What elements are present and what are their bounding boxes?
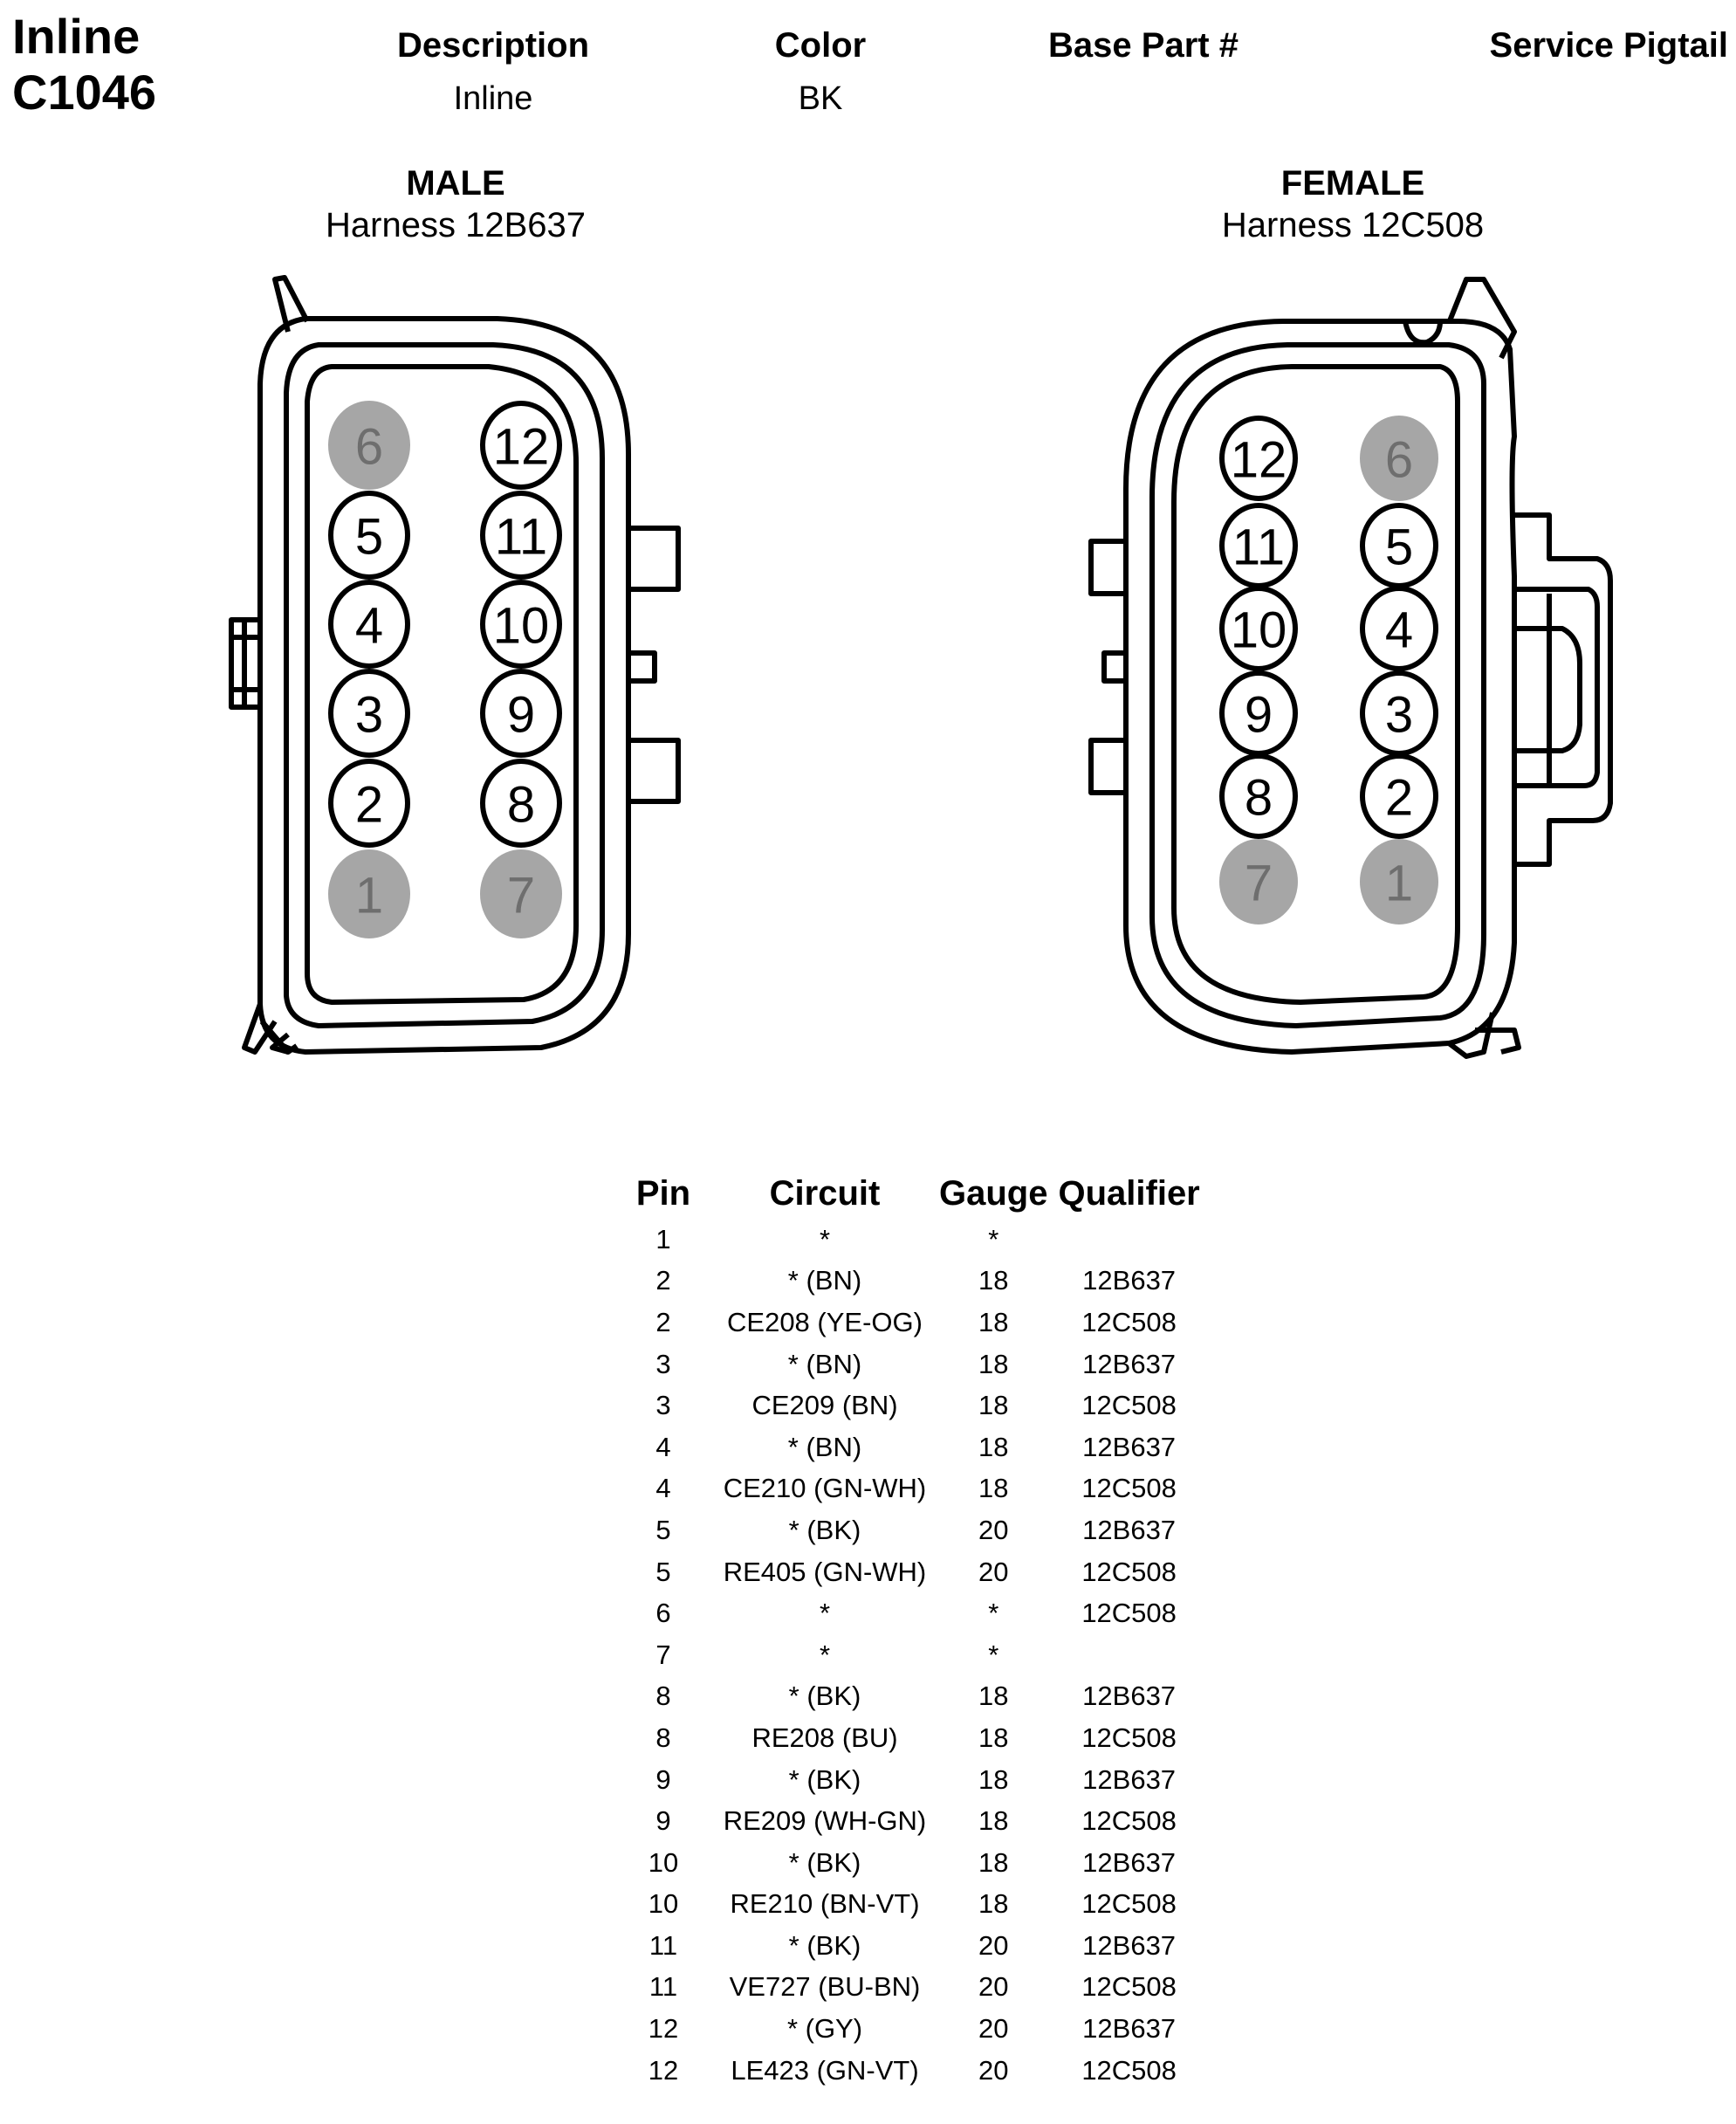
qualifier-cell: 12B637 (1082, 1929, 1177, 1961)
gauge-column-header: Gauge (939, 1174, 1048, 1213)
male-pin-10 (483, 582, 559, 666)
table-row (611, 1344, 1205, 1385)
male-pin-label: 1 (354, 867, 384, 925)
female-pin-label: 4 (1384, 601, 1414, 659)
circuit-cell: * (BK) (788, 1514, 861, 1545)
pin-cell: 9 (655, 1763, 671, 1795)
circuit-cell: CE209 (BN) (751, 1390, 898, 1421)
male-pin-label: 8 (506, 776, 536, 834)
female-pin-label: 12 (1230, 431, 1287, 489)
female-pin-5 (1362, 505, 1436, 586)
female-pin-11 (1222, 505, 1295, 586)
table-row (611, 1551, 1205, 1593)
female-pin-label: 7 (1244, 855, 1273, 912)
qualifier-cell (1053, 1634, 1204, 1676)
female-pin-6 (1362, 418, 1436, 498)
gauge-cell: 18 (978, 1846, 1009, 1878)
table-row (611, 1717, 1205, 1759)
pin-cell: 3 (655, 1390, 671, 1421)
pin-cell: 9 (655, 1805, 671, 1837)
female-connector-diagram (1074, 262, 1632, 1074)
circuit-cell: * (819, 1223, 831, 1254)
table-row (611, 1509, 1205, 1551)
male-pin-9 (483, 671, 559, 755)
pin-cell: 6 (655, 1598, 671, 1629)
circuit-cell: RE210 (BN-VT) (730, 1888, 920, 1920)
circuit-cell: * (819, 1639, 831, 1670)
table-row (611, 1884, 1205, 1926)
qualifier-cell: 12B637 (1082, 1514, 1177, 1545)
qualifier-cell: 12C508 (1081, 1306, 1177, 1337)
table-row (611, 1925, 1205, 1967)
gauge-cell: 20 (978, 2054, 1009, 2086)
female-pin-label: 11 (1232, 519, 1286, 576)
male-pin-2 (331, 761, 408, 845)
pin-cell: 10 (648, 1846, 679, 1878)
pin-cell: 3 (655, 1348, 671, 1379)
circuit-cell: * (BK) (788, 1681, 861, 1712)
circuit-cell: RE208 (BU) (751, 1722, 898, 1753)
gauge-cell: 18 (978, 1805, 1009, 1837)
circuit-cell: CE208 (YE-OG) (727, 1306, 923, 1337)
color-header: Color (774, 26, 867, 65)
table-row (611, 1385, 1205, 1426)
table-row (611, 1426, 1205, 1468)
description-value: Inline (453, 80, 533, 117)
table-row (611, 1468, 1205, 1510)
circuit-cell: * (BN) (787, 1431, 862, 1462)
color-value: BK (798, 80, 843, 117)
pin-cell: 5 (655, 1556, 671, 1587)
gauge-cell: * (988, 1639, 999, 1670)
female-pin-7 (1222, 842, 1295, 922)
circuit-column-header: Circuit (769, 1174, 881, 1213)
male-pin-label: 3 (354, 686, 384, 744)
male-pin-11 (483, 493, 559, 577)
circuit-cell: * (BN) (787, 1265, 862, 1296)
male-pin-3 (331, 671, 408, 755)
male-pin-label: 12 (492, 418, 550, 476)
gauge-cell: 18 (978, 1265, 1009, 1296)
gauge-cell: 20 (978, 1556, 1009, 1587)
table-row (611, 2050, 1205, 2092)
pin-cell: 2 (655, 1306, 671, 1337)
qualifier-cell: 12C508 (1081, 1888, 1177, 1920)
circuit-cell: * (BK) (788, 1846, 861, 1878)
qualifier-column-header: Qualifier (1058, 1174, 1200, 1213)
pin-table (611, 1174, 1205, 2091)
pin-table-header-row (611, 1174, 1205, 1219)
female-pin-3 (1362, 673, 1436, 753)
male-pin-12 (483, 403, 559, 487)
circuit-cell: VE727 (BU-BN) (729, 1971, 921, 2003)
female-harness: Harness 12C508 (1221, 206, 1485, 244)
female-pin-label: 9 (1244, 686, 1273, 744)
male-pin-label: 2 (354, 776, 384, 834)
gauge-cell: 18 (978, 1888, 1009, 1920)
circuit-cell: * (GY) (786, 2013, 863, 2045)
qualifier-cell: 12C508 (1081, 1722, 1177, 1753)
female-pin-9 (1222, 673, 1295, 753)
female-pin-label: 6 (1384, 431, 1414, 489)
table-row (611, 1302, 1205, 1344)
male-pin-label: 6 (354, 418, 384, 476)
pin-cell: 8 (655, 1681, 671, 1712)
pin-cell: 4 (655, 1473, 671, 1504)
qualifier-cell: 12B637 (1082, 1846, 1177, 1878)
table-row (611, 2008, 1205, 2050)
pin-cell: 11 (648, 1971, 678, 2003)
circuit-cell: * (BN) (787, 1348, 862, 1379)
pin-column-header: Pin (635, 1174, 691, 1213)
table-row (611, 1634, 1205, 1676)
female-pin-8 (1222, 756, 1295, 836)
circuit-cell: * (BK) (788, 1763, 861, 1795)
table-row (611, 1219, 1205, 1261)
male-pin-7 (483, 852, 559, 936)
gauge-cell: 18 (978, 1306, 1009, 1337)
qualifier-cell: 12B637 (1082, 1265, 1177, 1296)
circuit-cell: CE210 (GN-WH) (723, 1473, 927, 1504)
female-pin-10 (1222, 588, 1295, 669)
circuit-cell: RE405 (GN-WH) (723, 1556, 927, 1587)
qualifier-cell: 12C508 (1081, 1598, 1177, 1629)
gauge-cell: 18 (978, 1722, 1009, 1753)
male-connector-diagram (209, 262, 698, 1074)
gauge-cell: 18 (978, 1431, 1009, 1462)
female-pin-12 (1222, 418, 1295, 498)
gauge-cell: 20 (978, 1929, 1009, 1961)
pin-cell: 12 (648, 2013, 679, 2045)
male-pin-8 (483, 761, 559, 845)
circuit-cell: LE423 (GN-VT) (731, 2054, 919, 2086)
female-housing (1091, 279, 1610, 1056)
qualifier-cell: 12C508 (1081, 2054, 1177, 2086)
qualifier-cell: 12C508 (1081, 1805, 1177, 1837)
gauge-cell: * (988, 1598, 999, 1629)
female-pin-array (1222, 418, 1436, 922)
pin-cell: 1 (655, 1223, 671, 1254)
qualifier-cell: 12B637 (1082, 1348, 1177, 1379)
gauge-cell: 18 (978, 1348, 1009, 1379)
gauge-cell: 18 (978, 1473, 1009, 1504)
pin-cell: 8 (655, 1722, 671, 1753)
table-row (611, 1800, 1205, 1842)
gauge-cell: 18 (978, 1681, 1009, 1712)
gauge-cell: * (988, 1223, 999, 1254)
male-pin-label: 11 (494, 508, 548, 566)
circuit-cell: RE209 (WH-GN) (723, 1805, 927, 1837)
connector-type: Inline (12, 9, 141, 64)
female-pin-label: 5 (1384, 519, 1414, 576)
gauge-cell: 20 (978, 1514, 1009, 1545)
female-pin-label: 10 (1230, 601, 1287, 659)
female-pin-2 (1362, 756, 1436, 836)
male-title: MALE (406, 164, 505, 203)
female-title: FEMALE (1280, 164, 1425, 203)
pin-cell: 5 (655, 1514, 671, 1545)
male-pin-4 (331, 582, 408, 666)
table-row (611, 1759, 1205, 1801)
male-pin-array (331, 403, 559, 936)
service-pigtail-header: Service Pigtail (1489, 26, 1728, 65)
gauge-cell: 18 (978, 1763, 1009, 1795)
male-pin-1 (331, 852, 408, 936)
pin-cell: 4 (655, 1431, 671, 1462)
female-pin-label: 8 (1244, 769, 1273, 827)
female-pin-label: 1 (1384, 855, 1414, 912)
male-pin-6 (331, 403, 408, 487)
male-housing (231, 278, 678, 1052)
qualifier-cell: 12B637 (1082, 1763, 1177, 1795)
table-row (611, 1261, 1205, 1303)
qualifier-cell: 12C508 (1081, 1473, 1177, 1504)
table-row (611, 1676, 1205, 1718)
description-header: Description (396, 26, 590, 65)
circuit-cell: * (819, 1598, 831, 1629)
male-pin-label: 4 (354, 597, 384, 655)
qualifier-cell: 12B637 (1082, 1431, 1177, 1462)
qualifier-cell: 12C508 (1081, 1556, 1177, 1587)
circuit-cell: * (BK) (788, 1929, 861, 1961)
male-harness: Harness 12B637 (326, 206, 586, 244)
base-part-header: Base Part # (1048, 26, 1239, 65)
qualifier-cell: 12B637 (1082, 2013, 1177, 2045)
table-row (611, 1592, 1205, 1634)
male-pin-label: 7 (506, 867, 536, 925)
male-pin-label: 5 (354, 508, 384, 566)
female-pin-4 (1362, 588, 1436, 669)
gauge-cell: 20 (978, 1971, 1009, 2003)
gauge-cell: 18 (978, 1390, 1009, 1421)
pin-cell: 10 (648, 1888, 679, 1920)
connector-title (12, 9, 156, 120)
male-pin-label: 9 (506, 686, 536, 744)
table-row (611, 1842, 1205, 1884)
qualifier-cell (1053, 1219, 1204, 1261)
qualifier-cell: 12C508 (1081, 1971, 1177, 2003)
female-pin-label: 2 (1384, 769, 1414, 827)
pin-cell: 2 (655, 1265, 671, 1296)
male-pin-5 (331, 493, 408, 577)
table-row (611, 1967, 1205, 2009)
pin-cell: 11 (648, 1929, 678, 1961)
qualifier-cell: 12C508 (1081, 1390, 1177, 1421)
male-pin-label: 10 (492, 597, 550, 655)
qualifier-cell: 12B637 (1082, 1681, 1177, 1712)
female-pin-label: 3 (1384, 686, 1414, 744)
pin-cell: 12 (648, 2054, 679, 2086)
gauge-cell: 20 (978, 2013, 1009, 2045)
connector-id: C1046 (12, 65, 157, 120)
female-pin-1 (1362, 842, 1436, 922)
pin-cell: 7 (655, 1639, 671, 1670)
